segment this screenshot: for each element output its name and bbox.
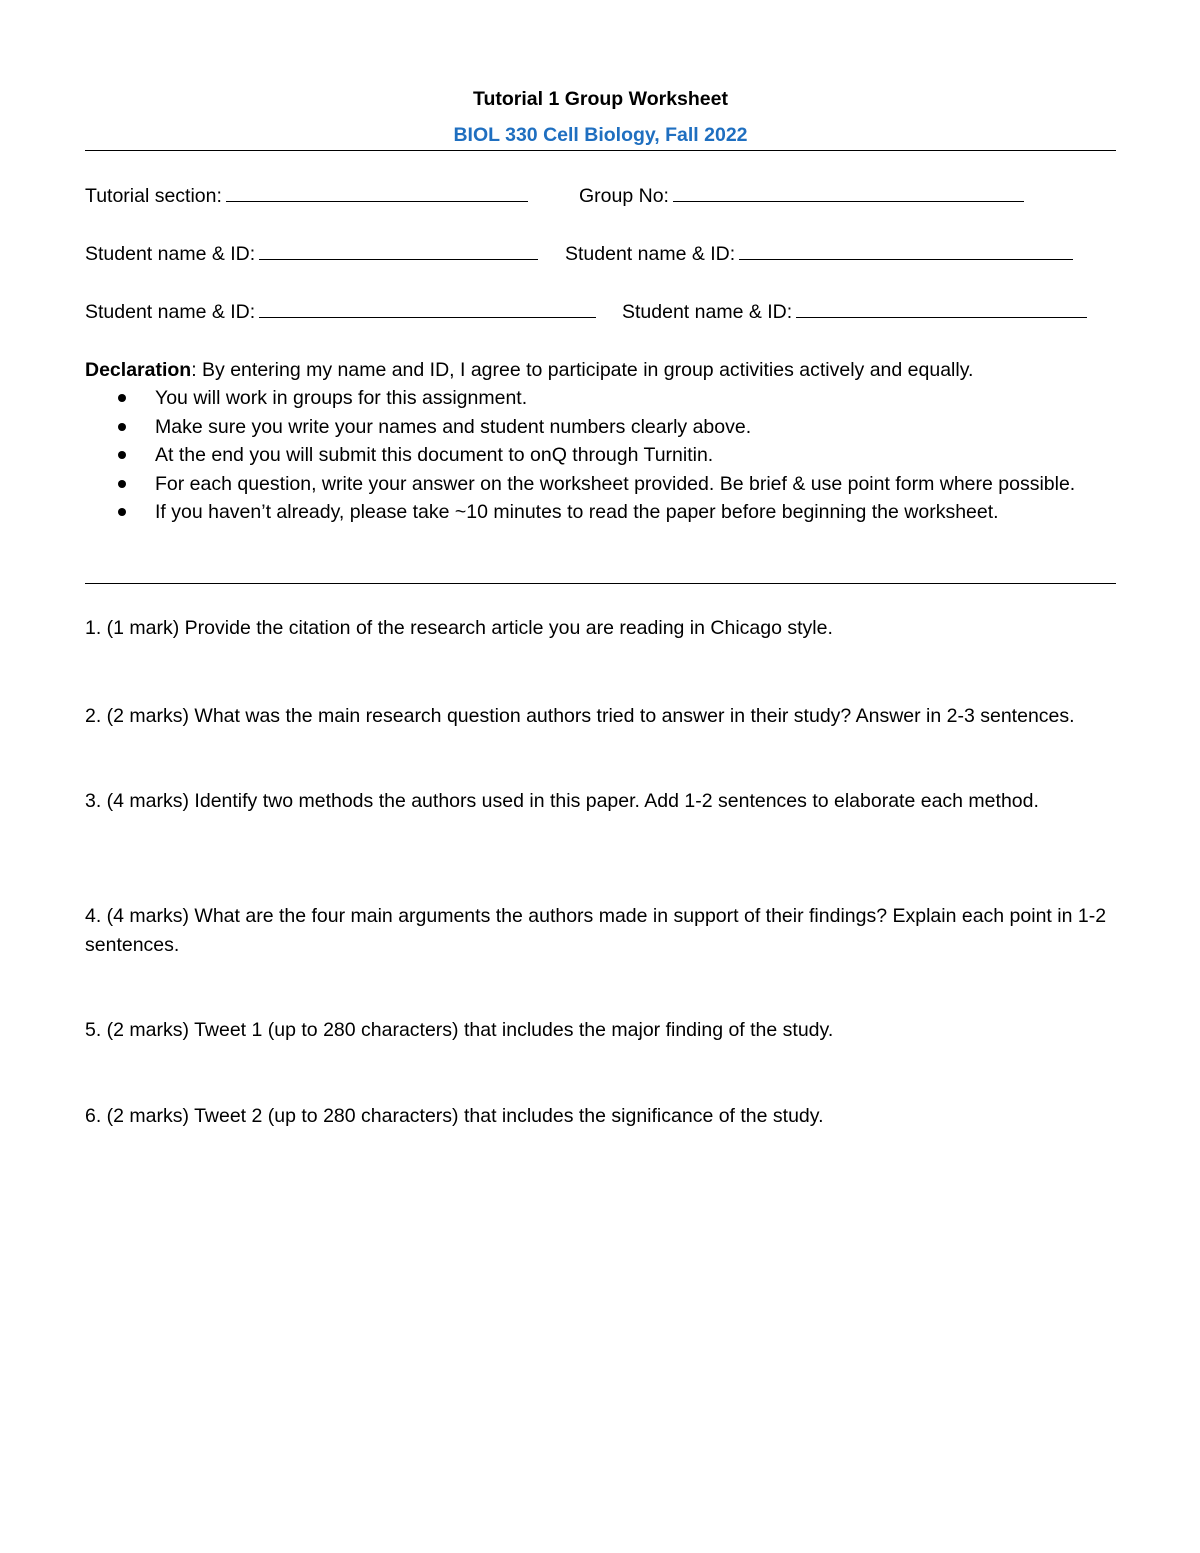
instructions-divider bbox=[85, 583, 1116, 584]
field-row-3 bbox=[85, 299, 1116, 325]
student-4-field bbox=[622, 299, 1087, 324]
bullet-icon bbox=[118, 508, 126, 516]
instruction-item: You will work in groups for this assignment. bbox=[85, 384, 1105, 413]
student-1-label: Student name & ID: bbox=[85, 243, 256, 265]
worksheet-page bbox=[85, 0, 1116, 1553]
student-2-label: Student name & ID: bbox=[565, 243, 736, 265]
declaration-text: : By entering my name and ID, I agree to participate in group activities actively and equally. bbox=[191, 359, 974, 381]
student-4-label: Student name & ID: bbox=[622, 301, 793, 323]
question-2: 2. (2 marks) What was the main research question authors tried to answer in their study? Answer in 2-3 sentences. bbox=[85, 705, 1075, 727]
field-row-2 bbox=[85, 241, 1116, 267]
instruction-item: For each question, write your answer on the worksheet provided. Be brief & use point form where possible. bbox=[85, 470, 1105, 499]
bullet-icon bbox=[118, 394, 126, 402]
question-6: 6. (2 marks) Tweet 2 (up to 280 characters) that includes the significance of the study. bbox=[85, 1105, 824, 1127]
student-1-field bbox=[85, 241, 538, 266]
group-no-blank[interactable] bbox=[673, 183, 1024, 202]
instruction-item: At the end you will submit this document to onQ through Turnitin. bbox=[85, 441, 1105, 470]
field-row-1 bbox=[85, 183, 1116, 209]
question-3: 3. (4 marks) Identify two methods the authors used in this paper. Add 1-2 sentences to elaborate each method. bbox=[85, 790, 1039, 812]
student-3-blank[interactable] bbox=[259, 299, 596, 318]
instructions-list bbox=[85, 384, 1116, 527]
tutorial-section-blank[interactable] bbox=[226, 183, 528, 202]
student-3-label: Student name & ID: bbox=[85, 301, 256, 323]
tutorial-section-field bbox=[85, 183, 528, 208]
instruction-item: If you haven’t already, please take ~10 minutes to read the paper before beginning the worksheet. bbox=[85, 498, 1105, 527]
declaration bbox=[85, 356, 1116, 385]
header-divider bbox=[85, 150, 1116, 151]
instruction-item: Make sure you write your names and student numbers clearly above. bbox=[85, 413, 1105, 442]
bullet-icon bbox=[118, 480, 126, 488]
student-1-blank[interactable] bbox=[259, 241, 538, 260]
group-no-field bbox=[579, 183, 1024, 208]
question-4: 4. (4 marks) What are the four main arguments the authors made in support of their findings? Explain each point in 1-2 sentences. bbox=[85, 905, 1107, 956]
student-3-field bbox=[85, 299, 596, 324]
tutorial-section-label: Tutorial section: bbox=[85, 185, 222, 207]
question-5: 5. (2 marks) Tweet 1 (up to 280 characters) that includes the major finding of the study. bbox=[85, 1019, 834, 1041]
group-no-label: Group No: bbox=[579, 185, 669, 207]
worksheet-title: Tutorial 1 Group Worksheet bbox=[473, 88, 728, 110]
course-title: BIOL 330 Cell Biology, Fall 2022 bbox=[453, 124, 748, 146]
bullet-icon bbox=[118, 423, 126, 431]
question-1: 1. (1 mark) Provide the citation of the research article you are reading in Chicago style. bbox=[85, 617, 833, 639]
student-4-blank[interactable] bbox=[796, 299, 1087, 318]
student-2-blank[interactable] bbox=[739, 241, 1073, 260]
student-2-field bbox=[565, 241, 1073, 266]
bullet-icon bbox=[118, 451, 126, 459]
declaration-label: Declaration bbox=[85, 359, 192, 381]
